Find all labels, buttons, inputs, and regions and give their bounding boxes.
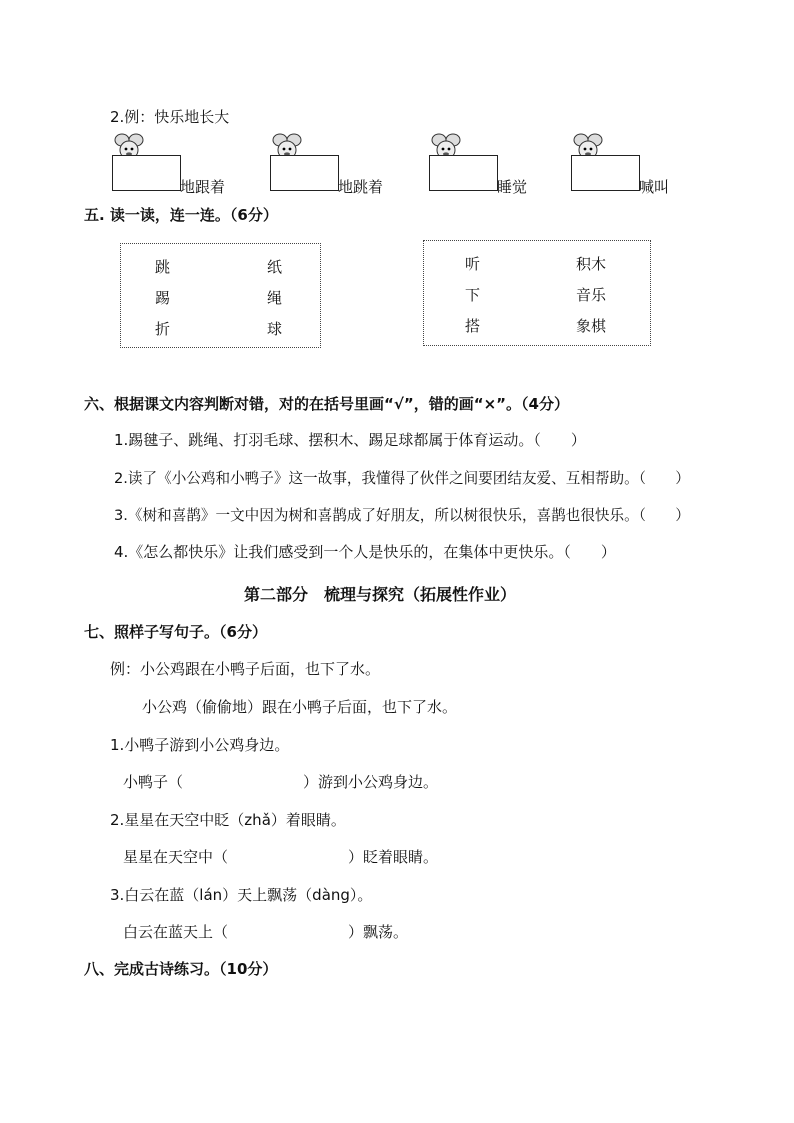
q7-question-2: 2.星星在天空中眨（zhǎ）着眼睛。 xyxy=(110,811,346,829)
q5-right-box xyxy=(423,240,651,346)
q4-blank-box-2[interactable] xyxy=(270,155,339,191)
q7-question-1: 1.小鸭子游到小公鸡身边。 xyxy=(110,736,290,754)
q5-right-word[interactable]: 音乐 xyxy=(576,286,607,304)
q7-example-2: 小公鸡（偷偷地）跟在小鸭子后面，也下了水。 xyxy=(142,698,458,716)
q6-item: 2.读了《小公鸡和小鸭子》这一故事，我懂得了伙伴之间要团结友爱、互相帮助。（ ） xyxy=(114,470,690,487)
q5-left-word[interactable]: 折 xyxy=(155,320,171,338)
q6-item: 4.《怎么都快乐》让我们感受到一个人是快乐的，在集体中更快乐。（ ） xyxy=(114,543,616,561)
q5-left-word[interactable]: 纸 xyxy=(267,258,283,276)
q8-title: 八、完成古诗练习。（10分） xyxy=(84,960,278,978)
q4-blank-suffix-3: 睡觉 xyxy=(497,178,528,196)
q5-left-box xyxy=(120,243,321,348)
q5-right-word[interactable]: 积木 xyxy=(576,255,607,273)
q5-right-word[interactable]: 象棋 xyxy=(576,317,607,335)
q5-left-word[interactable]: 跳 xyxy=(155,258,171,276)
q5-left-word[interactable]: 踢 xyxy=(155,289,171,307)
q6-title: 六、根据课文内容判断对错，对的在括号里画“√”，错的画“×”。（4分） xyxy=(84,395,569,413)
q6-item: 3.《树和喜鹊》一文中因为树和喜鹊成了好朋友，所以树很快乐，喜鹊也很快乐。（ ） xyxy=(114,507,690,524)
q4-blank-suffix-2: 地跳着 xyxy=(338,178,384,196)
q7-answer-2[interactable]: 星星在天空中（ ）眨着眼睛。 xyxy=(123,848,439,866)
q4-blank-suffix-4: 喊叫 xyxy=(639,178,670,196)
q4-blank-box-4[interactable] xyxy=(571,155,640,191)
q4-example: 2.例：快乐地长大 xyxy=(110,108,230,126)
q6-item: 1.踢毽子、跳绳、打羽毛球、摆积木、踢足球都属于体育运动。（ ） xyxy=(114,431,586,449)
q5-right-word[interactable]: 听 xyxy=(465,255,481,273)
q7-example-1: 例：小公鸡跟在小鸭子后面，也下了水。 xyxy=(110,660,381,678)
q7-question-3: 3.白云在蓝（lán）天上飘荡（dàng）。 xyxy=(110,886,373,904)
q5-left-word[interactable]: 绳 xyxy=(267,289,283,307)
q7-answer-3[interactable]: 白云在蓝天上（ ）飘荡。 xyxy=(123,923,409,941)
q5-right-word[interactable]: 搭 xyxy=(465,317,481,335)
q7-answer-1[interactable]: 小鸭子（ ）游到小公鸡身边。 xyxy=(123,773,439,791)
q5-left-word[interactable]: 球 xyxy=(267,320,283,338)
q4-blank-suffix-1: 地跟着 xyxy=(180,178,226,196)
q7-title: 七、照样子写句子。（6分） xyxy=(84,623,267,641)
q4-blank-box-1[interactable] xyxy=(112,155,181,191)
q5-right-word[interactable]: 下 xyxy=(465,286,481,304)
q5-title: 五. 读一读，连一连。（6分） xyxy=(84,206,278,224)
part2-title: 第二部分 梳理与探究（拓展性作业） xyxy=(244,585,517,604)
q4-blank-box-3[interactable] xyxy=(429,155,498,191)
